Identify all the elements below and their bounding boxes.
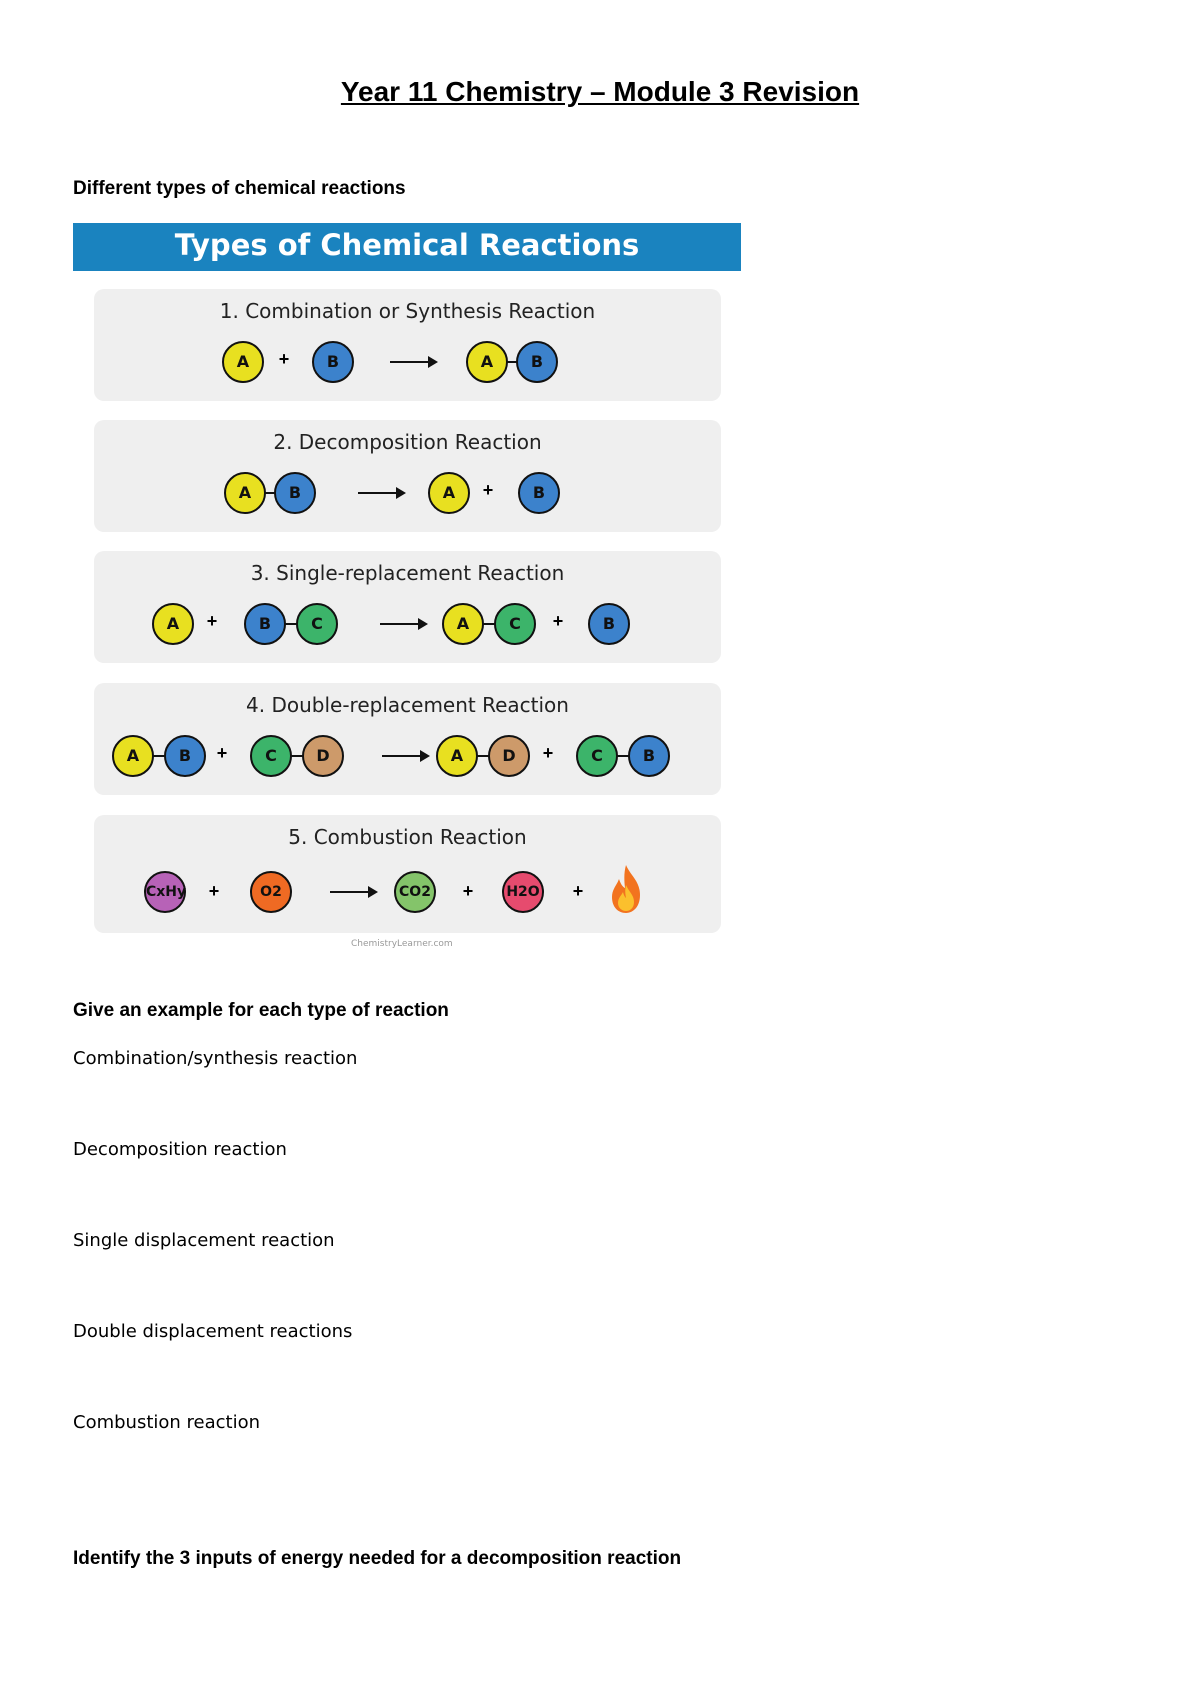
atom-b: B bbox=[312, 341, 354, 383]
arrow-icon bbox=[358, 492, 404, 494]
atom-c: C bbox=[576, 735, 618, 777]
plus-sign: + bbox=[482, 480, 494, 500]
atom-c: C bbox=[494, 603, 536, 645]
reaction-card-combustion bbox=[94, 815, 721, 933]
plus-sign: + bbox=[462, 881, 474, 901]
reaction-equation bbox=[94, 863, 721, 913]
atom-c: C bbox=[296, 603, 338, 645]
figure-banner: Types of Chemical Reactions bbox=[73, 223, 741, 271]
atom-a: A bbox=[428, 472, 470, 514]
reaction-card-combination bbox=[94, 289, 721, 401]
reaction-title: 5. Combustion Reaction bbox=[288, 825, 527, 849]
atom-b: B bbox=[516, 341, 558, 383]
molecule-co2: CO2 bbox=[394, 871, 436, 913]
reaction-types-figure bbox=[73, 223, 741, 953]
reaction-card-double-replacement bbox=[94, 683, 721, 795]
page-title: Year 11 Chemistry – Module 3 Revision bbox=[340, 76, 860, 107]
example-label-double-displacement: Double displacement reactions bbox=[73, 1321, 353, 1342]
atom-a: A bbox=[112, 735, 154, 777]
example-label-combination: Combination/synthesis reaction bbox=[73, 1048, 358, 1069]
flame-icon bbox=[604, 863, 648, 915]
plus-sign: + bbox=[208, 881, 220, 901]
atom-a: A bbox=[222, 341, 264, 383]
molecule-h2o: H2O bbox=[502, 871, 544, 913]
reaction-equation bbox=[94, 731, 721, 781]
section-heading-examples: Give an example for each type of reaction bbox=[73, 1000, 449, 1021]
reaction-equation bbox=[94, 468, 721, 518]
plus-sign: + bbox=[572, 881, 584, 901]
atom-d: D bbox=[488, 735, 530, 777]
reaction-card-single-replacement bbox=[94, 551, 721, 663]
plus-sign: + bbox=[216, 743, 228, 763]
plus-sign: + bbox=[552, 611, 564, 631]
reaction-title: 1. Combination or Synthesis Reaction bbox=[219, 299, 596, 323]
reaction-equation bbox=[94, 337, 721, 387]
molecule-o2: O2 bbox=[250, 871, 292, 913]
arrow-icon bbox=[382, 755, 428, 757]
atom-b: B bbox=[164, 735, 206, 777]
example-label-combustion: Combustion reaction bbox=[73, 1412, 261, 1433]
atom-a: A bbox=[152, 603, 194, 645]
example-label-single-displacement: Single displacement reaction bbox=[73, 1230, 335, 1251]
reaction-card-decomposition bbox=[94, 420, 721, 532]
section-heading-reaction-types: Different types of chemical reactions bbox=[73, 178, 406, 199]
reaction-title: 4. Double-replacement Reaction bbox=[246, 693, 569, 717]
atom-b: B bbox=[588, 603, 630, 645]
arrow-icon bbox=[380, 623, 426, 625]
atom-b: B bbox=[628, 735, 670, 777]
reaction-title: 3. Single-replacement Reaction bbox=[250, 561, 565, 585]
plus-sign: + bbox=[278, 349, 290, 369]
plus-sign: + bbox=[206, 611, 218, 631]
reaction-equation bbox=[94, 599, 721, 649]
reaction-title: 2. Decomposition Reaction bbox=[273, 430, 542, 454]
atom-c: C bbox=[250, 735, 292, 777]
atom-a: A bbox=[436, 735, 478, 777]
arrow-icon bbox=[330, 891, 376, 893]
section-heading-energy-inputs: Identify the 3 inputs of energy needed for a decomposition reaction bbox=[73, 1548, 682, 1569]
atom-b: B bbox=[244, 603, 286, 645]
example-label-decomposition: Decomposition reaction bbox=[73, 1139, 287, 1160]
atom-a: A bbox=[466, 341, 508, 383]
atom-a: A bbox=[224, 472, 266, 514]
atom-b: B bbox=[274, 472, 316, 514]
atom-b: B bbox=[518, 472, 560, 514]
molecule-cxhy: CxHy bbox=[144, 871, 186, 913]
plus-sign: + bbox=[542, 743, 554, 763]
figure-credit: ChemistryLearner.com bbox=[351, 939, 453, 949]
atom-d: D bbox=[302, 735, 344, 777]
arrow-icon bbox=[390, 361, 436, 363]
atom-a: A bbox=[442, 603, 484, 645]
